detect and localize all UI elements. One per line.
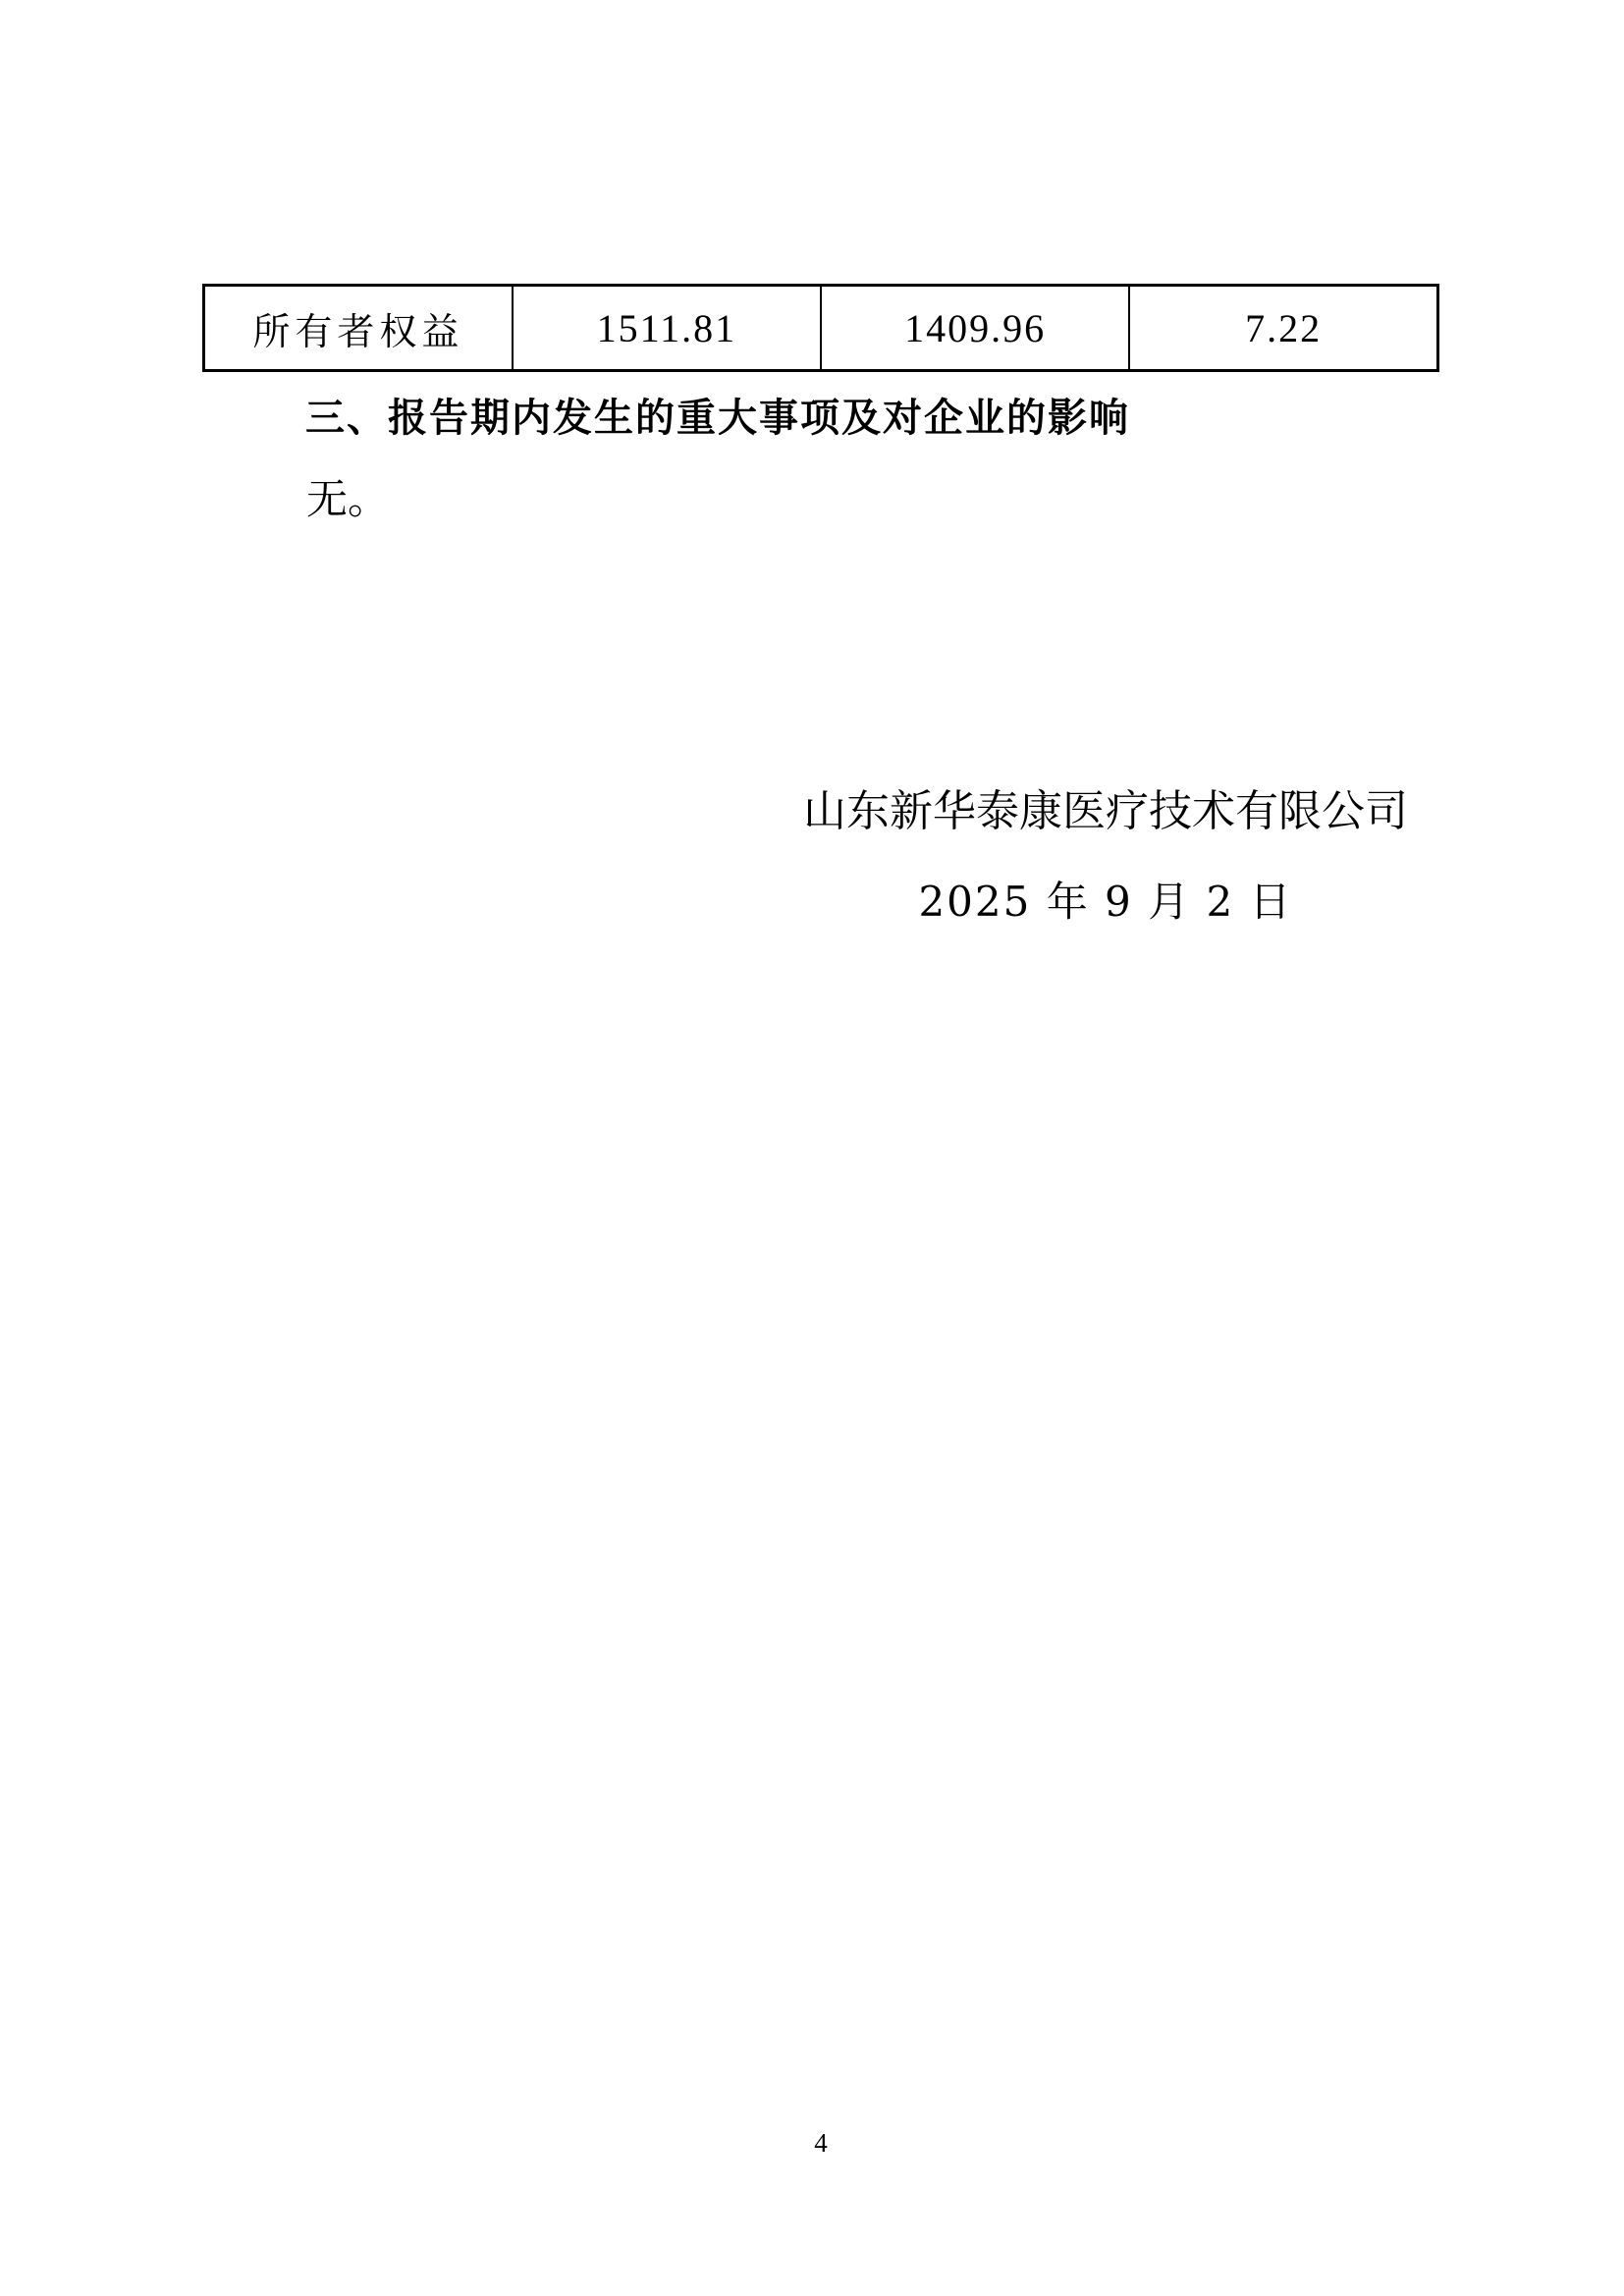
table-cell-item-name: 所有者权益 (204, 286, 513, 371)
page-number: 4 (814, 2128, 828, 2158)
table-cell-value-current: 1511.81 (513, 286, 821, 371)
signature-company-name: 山东新华泰康医疗技术有限公司 (803, 786, 1408, 836)
table-cell-value-change: 7.22 (1129, 286, 1437, 371)
section-heading: 三、报告期内发生的重大事项及对企业的影响 (305, 397, 1130, 440)
signature-date: 2025 年 9 月 2 日 (918, 878, 1293, 926)
table-cell-value-previous: 1409.96 (821, 286, 1129, 371)
financial-table (202, 284, 1439, 372)
table-row (204, 286, 1438, 371)
section-body-text: 无。 (306, 475, 390, 523)
